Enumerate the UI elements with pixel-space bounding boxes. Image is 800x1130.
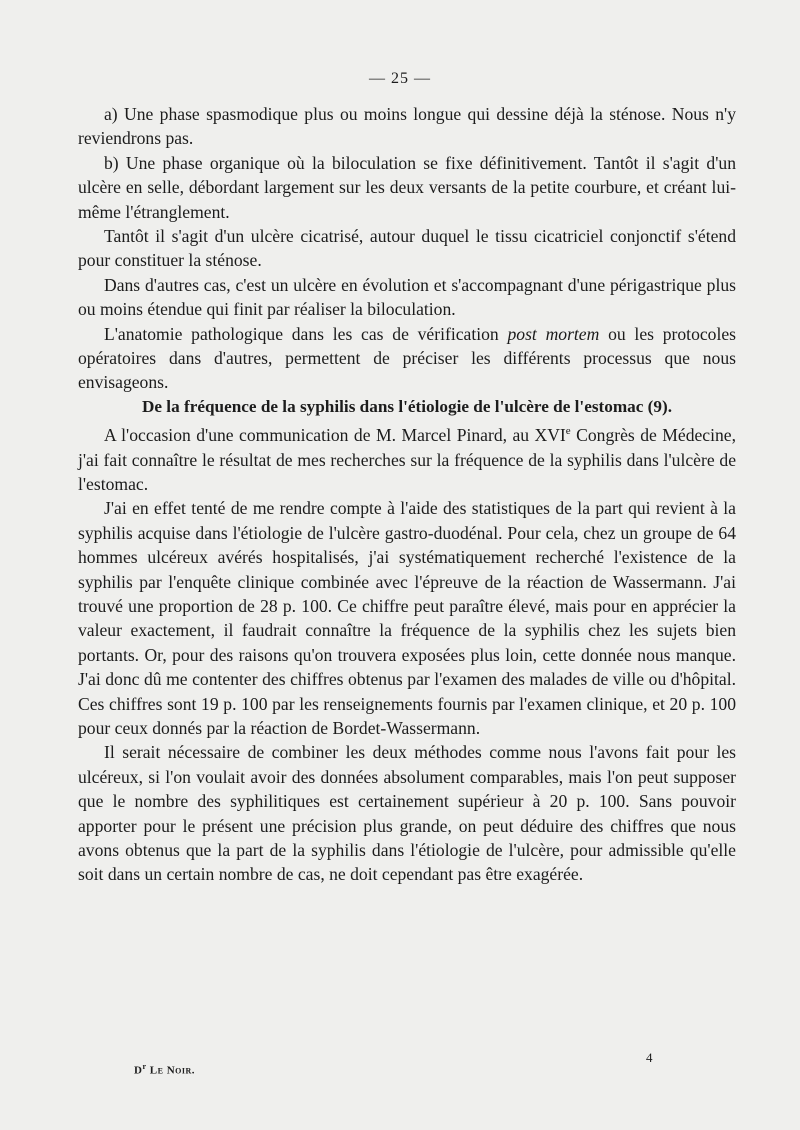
page-number: — 25 —	[369, 70, 431, 87]
paragraph-statistiques: J'ai en effet tenté de me rendre compte à l'aide des statistiques de la part qui revient à la syphilis acquise dans l'étiologie de l'ulcère gastro-duodénal. Pour cela, chez un groupe de 64 hommes ulcéreux avérés hospitalisés, j'ai systématiquement recherché l'existence de la syphilis par l'enquête clinique combinée avec l'épreuve de la réaction de Wassermann. J'ai trouvé une proportion de 28 p. 100. Ce chiffre peut paraître élevé, mais pour en apprécier la valeur exactement, il faudrait connaître la fréquence de la syphilis chez les sujets bien portants. Or, pour des raisons qu'on trouvera exposées plus loin, cette donnée nous manque. J'ai donc dû me contenter des chiffres obtenus par l'examen des malades de ville ou d'hôpital. Ces chiffres sont 19 p. 100 par les renseignements fournis par l'examen clinique, et 20 p. 100 pour ceux donnés par la réaction de Bordet-Wassermann.	[78, 498, 736, 739]
body-text	[78, 102, 736, 887]
anatomie-text-after: ou les protocoles opératoires dans d'autres, permettent de préciser les différents processus que nous envisageons.	[78, 323, 737, 393]
occasion-text-before: A l'occasion d'une communication de M. Marcel Pinard, au XVI	[104, 425, 566, 446]
author-superscript: r	[142, 1062, 147, 1071]
occasion-text-after: Congrès de Médecine, j'ai fait connaître le résultat de mes recherches sur la fréquence de la syphilis dans l'ulcère de l'estomac.	[78, 425, 737, 494]
author-name: Le Noir.	[149, 1064, 195, 1077]
paragraph-phase-b: b) Une phase organique où la biloculation se fixe définitivement. Tantôt il s'agit d'un ulcère en selle, débordant largement sur les deux versants de la petite courbure, et créant lui-même l'étranglement.	[78, 152, 736, 222]
anatomie-text-before: L'anatomie pathologique dans les cas de vérification	[104, 323, 508, 344]
paragraph-autres-cas: Dans d'autres cas, c'est un ulcère en évolution et s'accompagnant d'une périgastrique plus ou moins étendue qui finit par réaliser la biloculation.	[78, 274, 736, 320]
paragraph-conclusion: Il serait nécessaire de combiner les deux méthodes comme nous l'avons fait pour les ulcéreux, si l'on voulait avoir des données absolument comparables, mais l'on peut supposer que le nombre des syphilitiques est certainement supérieur à 20 p. 100. Sans pouvoir apporter pour le présent une précision plus grande, on peut déduire des chiffres que nous avons obtenus que la part de la syphilis dans l'étiologie de l'ulcère, pour admissible qu'elle soit dans un certain nombre de cas, ne doit cependant pas être exagérée.	[78, 742, 736, 885]
section-heading: De la fréquence de la syphilis dans l'étiologie de l'ulcère de l'estomac (9).	[141, 396, 673, 416]
signature-mark: 4	[646, 1050, 653, 1065]
paragraph-occasion	[78, 419, 736, 496]
paragraph-phase-a: a) Une phase spasmodique plus ou moins longue qui dessine déjà la sténose. Nous n'y reviendrons pas.	[78, 104, 736, 149]
paragraph-anatomie	[78, 322, 736, 395]
occasion-superscript: e	[565, 425, 571, 438]
author-prefix: D	[134, 1064, 143, 1077]
anatomie-italic: post mortem	[507, 323, 600, 344]
footer-author	[134, 1062, 195, 1077]
paragraph-ulcere-cicatrise: Tantôt il s'agit d'un ulcère cicatrisé, autour duquel le tissu cicatriciel conjonctif s'étend pour constituer la sténose.	[78, 226, 736, 271]
